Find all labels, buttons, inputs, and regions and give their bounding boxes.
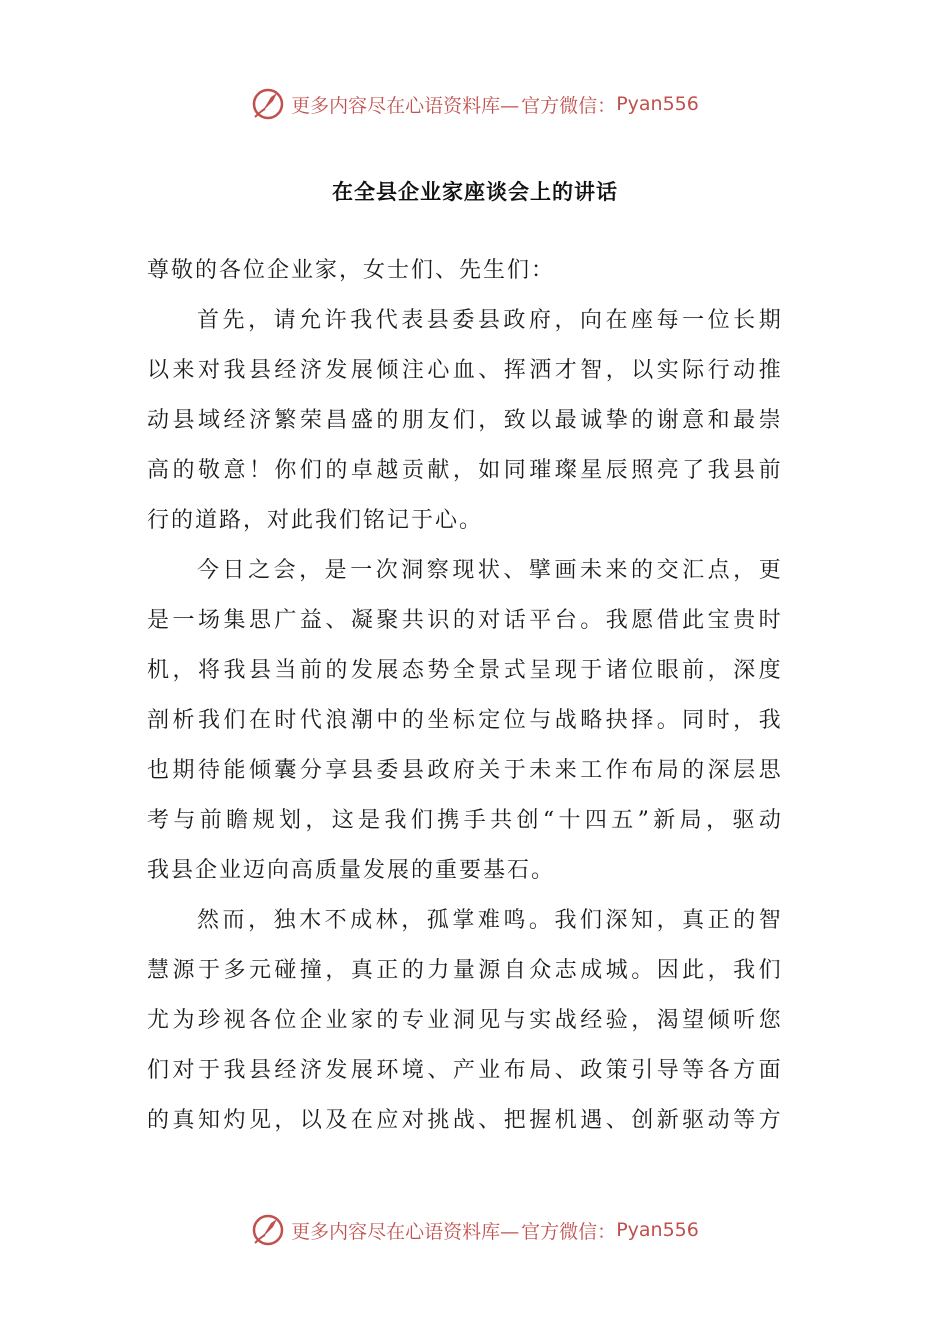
text-line: 行的道路，对此我们铭记于心。 xyxy=(147,508,484,533)
text-line: 然 而 ， 独 木 不 成 林 ， 孤 掌 难 鸣 。 我 们 深 知 ， 真 正 的 智 xyxy=(197,908,781,933)
text-line: 首 先 ， 请 允 许 我 代 表 县 委 县 政 府 ， 向 在 座 每 一 位 长 期 xyxy=(197,308,781,333)
banner-site-text: 更多内容尽在心语资料库— xyxy=(291,94,520,117)
text-line: 尤 为 珍 视 各 位 企 业 家 的 专 业 洞 见 与 实 战 经 验 ， 渴 望 倾 听 您 xyxy=(147,1008,781,1033)
text-line: 的 真 知 灼 见 ， 以 及 在 应 对 挑 战 、 把 握 机 遇 、 创 新 驱 动 等 方 xyxy=(147,1108,781,1133)
text-line: 高 的 敬 意 ！ 你 们 的 卓 越 贡 献 ， 如 同 璀 璨 星 辰 照 亮 了 我 县 前 xyxy=(147,458,781,483)
text-line: 们 对 于 我 县 经 济 发 展 环 境 、 产 业 布 局 、 政 策 引 导 等 各 方 面 xyxy=(147,1058,781,1083)
banner-wechat-label: 官方微信： xyxy=(521,1220,617,1243)
banner-wechat-id: Pyan556 xyxy=(616,1219,699,1241)
header-banner xyxy=(0,82,950,126)
text-line: 慧 源 于 多 元 碰 撞 ， 真 正 的 力 量 源 自 众 志 成 城 。 因 此 ， 我 们 xyxy=(147,958,781,983)
text-line: 尊敬的各位企业家，女士们、先生们： xyxy=(147,258,556,283)
document-title: 在全县企业家座谈会上的讲话 xyxy=(332,180,618,204)
text-line: 我县企业迈向高质量发展的重要基石。 xyxy=(147,858,556,883)
pen-nib-logo-icon xyxy=(251,1213,285,1247)
text-line: 考 与 前 瞻 规 划 ， 这 是 我 们 携 手 共 创 “ 十 四 五 ” 新 局 ， 驱 动 xyxy=(147,808,781,833)
text-line: 剖 析 我 们 在 时 代 浪 潮 中 的 坐 标 定 位 与 战 略 抉 择 。 同 时 ， 我 xyxy=(147,708,781,733)
text-line: 是 一 场 集 思 广 益 、 凝 聚 共 识 的 对 话 平 台 。 我 愿 借 此 宝 贵 时 xyxy=(147,608,781,633)
text-line: 动 县 域 经 济 繁 荣 昌 盛 的 朋 友 们 ， 致 以 最 诚 挚 的 谢 意 和 最 崇 xyxy=(147,408,781,433)
text-line: 今 日 之 会 ， 是 一 次 洞 察 现 状 、 擘 画 未 来 的 交 汇 点 ， 更 xyxy=(197,558,781,583)
banner-site-text: 更多内容尽在心语资料库— xyxy=(291,1220,520,1243)
footer-banner xyxy=(0,1208,950,1252)
document-body xyxy=(147,246,781,1146)
text-line: 机 ， 将 我 县 当 前 的 发 展 态 势 全 景 式 呈 现 于 诸 位 眼 前 ， 深 度 xyxy=(147,658,781,683)
banner-wechat-label: 官方微信： xyxy=(521,94,617,117)
text-line: 以 来 对 我 县 经 济 发 展 倾 注 心 血 、 挥 洒 才 智 ， 以 实 际 行 动 推 xyxy=(147,358,781,383)
pen-nib-logo-icon xyxy=(251,87,285,121)
text-line: 也 期 待 能 倾 囊 分 享 县 委 县 政 府 关 于 未 来 工 作 布 局 的 深 层 思 xyxy=(147,758,781,783)
banner-wechat-id: Pyan556 xyxy=(616,93,699,115)
